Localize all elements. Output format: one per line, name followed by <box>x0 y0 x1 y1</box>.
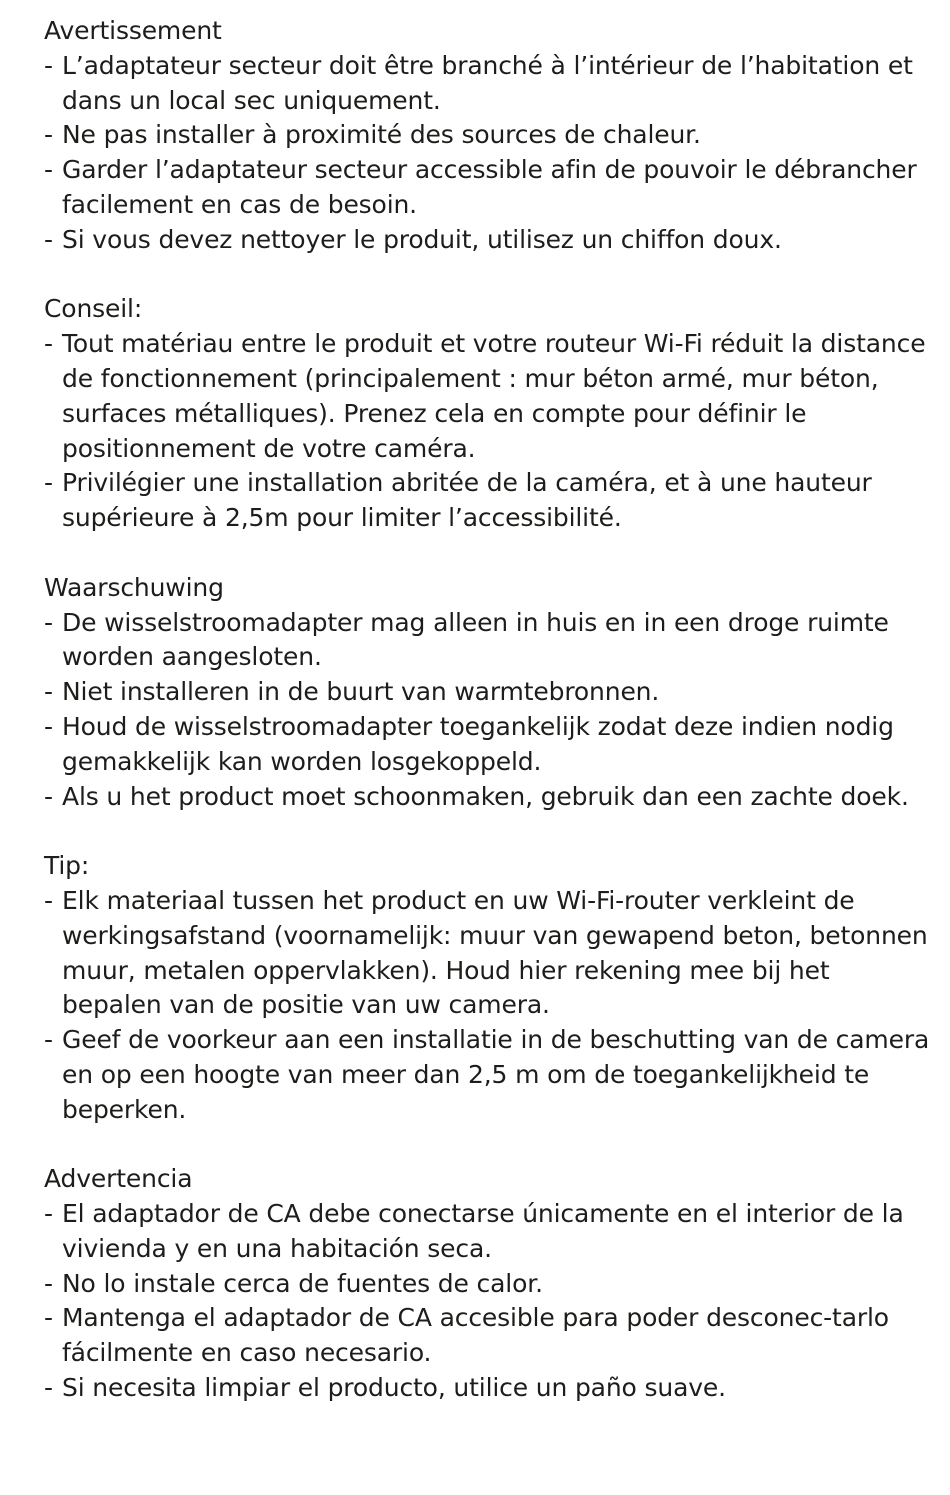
list-item: - Geef de voorkeur aan een installatie in de beschutting van de camera en op een hoogte van meer dan 2,5 m om de toegankelijkheid te beperken. <box>44 1025 930 1124</box>
list-item-text: Tout matériau entre le produit et votre routeur Wi-Fi réduit la distance de fonctionnement (principalement : mur béton armé, mur béton, surfaces métalliques). Prenez cela en compte pour définir le positionnement de votre caméra. <box>62 329 926 463</box>
list-item-text: Houd de wisselstroomadapter toegankelijk zodat deze indien nodig gemakkelijk kan worden losgekoppeld. <box>62 711 894 776</box>
list-item-text: Ne pas installer à proximité des sources de chaleur. <box>62 120 701 150</box>
list-item-text: L’adaptateur secteur doit être branché à l’intérieur de l’habitation et dans un local sec uniquement. <box>62 50 913 115</box>
section-warning-nl <box>44 571 934 815</box>
list-item-text: No lo instale cerca de fuentes de calor. <box>62 1268 543 1298</box>
list-item-text: Privilégier une installation abritée de la caméra, et à une hauteur supérieure à 2,5m pour limiter l’accessibilité. <box>62 468 872 533</box>
list-item-text: Mantenga el adaptador de CA accesible para poder desconec-tarlo fácilmente en caso necesario. <box>62 1303 889 1368</box>
list-item: - Als u het product moet schoonmaken, gebruik dan een zachte doek. <box>44 781 909 811</box>
list-item-text: De wisselstroomadapter mag alleen in huis en in een droge ruimte worden aangesloten. <box>62 607 889 672</box>
list-item: - El adaptador de CA debe conectarse únicamente en el interior de la vivienda y en una habitación seca. <box>44 1199 904 1263</box>
bullet-list <box>44 884 934 1128</box>
list-item: - Si necesita limpiar el producto, utilice un paño suave. <box>44 1373 726 1403</box>
list-item: - Elk materiaal tussen het product en uw Wi-Fi-router verkleint de werkingsafstand (voornamelijk: muur van gewapend beton, betonnen muur, metalen oppervlakken). Houd hier rekening mee bij het bepalen van de positie van uw camera. <box>44 885 928 1020</box>
list-item: - Mantenga el adaptador de CA accesible para poder desconec-tarlo fácilmente en caso necesario. <box>44 1303 889 1368</box>
list-item-text: Niet installeren in de buurt van warmtebronnen. <box>62 677 660 707</box>
section-title: Tip: <box>44 851 90 881</box>
list-item-text: Garder l’adaptateur secteur accessible afin de pouvoir le débrancher facilement en cas de besoin. <box>62 155 917 219</box>
list-item-text: Als u het product moet schoonmaken, gebruik dan een zachte doek. <box>62 781 909 811</box>
list-item-text: El adaptador de CA debe conectarse únicamente en el interior de la vivienda y en una habitación seca. <box>62 1199 904 1263</box>
list-item: - De wisselstroomadapter mag alleen in huis en in een droge ruimte worden aangesloten. <box>44 607 889 672</box>
document-page <box>44 14 934 1441</box>
section-title: Advertencia <box>44 1164 193 1194</box>
list-item: - Niet installeren in de buurt van warmtebronnen. <box>44 677 660 707</box>
section-title: Waarschuwing <box>44 572 224 602</box>
section-tip-fr <box>44 292 934 536</box>
bullet-list <box>44 1197 934 1406</box>
section-warning-fr <box>44 14 934 258</box>
list-item-text: Geef de voorkeur aan een installatie in de beschutting van de camera en op een hoogte van meer dan 2,5 m om de toegankelijkheid te beperken. <box>62 1025 930 1124</box>
list-item: - Si vous devez nettoyer le produit, utilisez un chiffon doux. <box>44 224 782 254</box>
list-item: - No lo instale cerca de fuentes de calor. <box>44 1268 543 1298</box>
list-item: - Privilégier une installation abritée de la caméra, et à une hauteur supérieure à 2,5m pour limiter l’accessibilité. <box>44 468 872 533</box>
list-item-text: Si necesita limpiar el producto, utilice un paño suave. <box>62 1373 726 1403</box>
list-item-text: Elk materiaal tussen het product en uw Wi-Fi-router verkleint de werkingsafstand (voornamelijk: muur van gewapend beton, betonnen muur, metalen oppervlakken). Houd hier rekening mee bij het bepalen van de positie van uw camera. <box>62 885 928 1020</box>
list-item-text: Si vous devez nettoyer le produit, utilisez un chiffon doux. <box>62 224 782 254</box>
section-tip-nl <box>44 849 934 1127</box>
list-item: - Houd de wisselstroomadapter toegankelijk zodat deze indien nodig gemakkelijk kan worden losgekoppeld. <box>44 711 894 776</box>
section-title: Conseil: <box>44 294 143 324</box>
list-item: - Garder l’adaptateur secteur accessible afin de pouvoir le débrancher facilement en cas de besoin. <box>44 155 917 219</box>
list-item: - Ne pas installer à proximité des sources de chaleur. <box>44 120 701 150</box>
list-item: - L’adaptateur secteur doit être branché à l’intérieur de l’habitation et dans un local sec uniquement. <box>44 50 913 115</box>
list-item: - Tout matériau entre le produit et votre routeur Wi-Fi réduit la distance de fonctionnement (principalement : mur béton armé, mur béton, surfaces métalliques). Prenez cela en compte pour définir le positionnement de votre caméra. <box>44 329 926 463</box>
section-title: Avertissement <box>44 16 222 45</box>
section-warning-es <box>44 1162 934 1406</box>
bullet-list <box>44 606 934 815</box>
bullet-list <box>44 49 934 258</box>
bullet-list <box>44 327 934 536</box>
